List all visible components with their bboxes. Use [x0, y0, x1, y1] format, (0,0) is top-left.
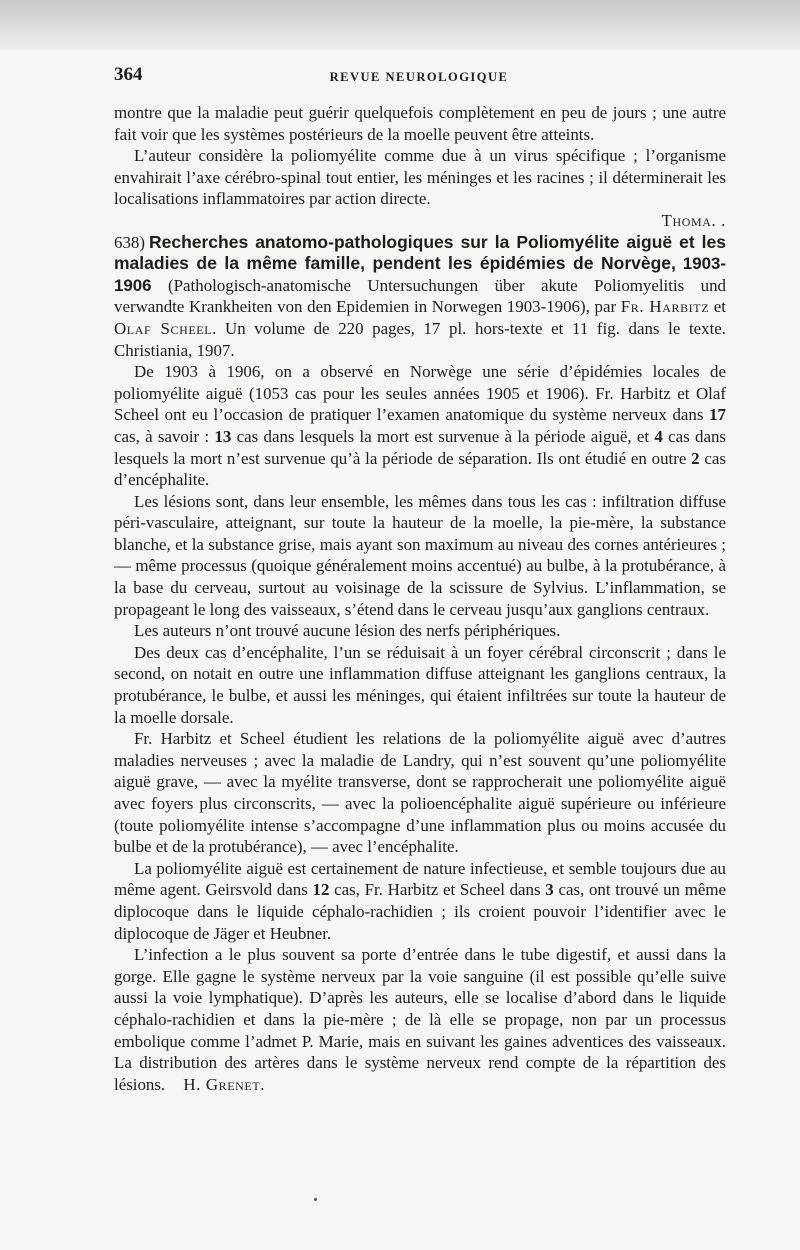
page-number: 364 [114, 64, 143, 85]
text-run: De 1903 à 1906, on a observé en Norwège une série d’épidémies locales de poliomyélite aiguë (1053 cas pour les seules années 1905 et 1906). Fr. Harbitz et Olaf Scheel ont eu l’occasion de pratiquer l’examen anatomique du système nerveux dans [114, 362, 726, 425]
review-paragraph-3: Les auteurs n’ont trouvé aucune lésion des nerfs périphériques. [134, 621, 561, 641]
continuation-paragraph-2: L’auteur considère la poliomyélite comme due à un virus spécifique ; l’organisme envahirait l’axe cérébro-spinal tout entier, les méninges et les racines ; il déterminerait les localisations inflammatoires par action directe. [114, 146, 726, 209]
text-run: La poliomyélite aiguë est certainement de nature infectieuse, et semble toujours due au même agent. Geirsvold dans [114, 858, 726, 900]
text-run: 3 [545, 880, 554, 900]
continuation-signature: Thoma. . [661, 210, 726, 230]
text-run: cas d’encéphalite. [114, 448, 726, 490]
review-citation-part: et [709, 297, 726, 317]
review-paragraph-4: Des deux cas d’encéphalite, l’un se réduisait à un foyer cérébral circonscrit ; dans le second, on notait en outre une inflammation diffuse atteignant les ganglions centraux, la protubérance, le bulbe, et aussi les méninges, qui étaient infiltrées sur toute la hauteur de la moelle dorsale. [114, 642, 726, 727]
review-heading [114, 232, 726, 362]
review-paragraph-6 [114, 858, 726, 944]
review-paragraph-1 [114, 361, 726, 491]
review-author-1: Fr. Harbitz [620, 297, 710, 317]
footer-mark [314, 1198, 317, 1201]
text-run: 13 [214, 426, 232, 446]
page-header [114, 64, 724, 88]
review-number: 638) [114, 232, 145, 252]
text-run: L’infection a le plus souvent sa porte d’entrée dans le tube digestif, et aussi dans la gorge. Elle gagne le système nerveux par la voie sanguine (il est possible qu’elle suive aussi la voie lymphatique). D’après les auteurs, elle se localise d’abord dans le liquide céphalo-rachidien et dans la pie-mère ; de là elle se propage, non par un processus embolique comme l’admet P. Marie, mais en suivant les gaines adventices des vaisseaux. La distribution des artères dans le système nerveux rend compte de la répartition des lésions. [114, 945, 726, 1094]
text-run: cas dans lesquels la mort est survenue à la période aiguë, et [231, 426, 655, 446]
continuation-paragraph-1: montre que la maladie peut guérir quelquefois complètement en peu de jours ; une autre fait voir que les systèmes postérieurs de la moelle peuvent être atteints. [114, 103, 726, 144]
text-run: cas, à savoir : [114, 426, 215, 446]
review-paragraph-7 [114, 944, 726, 1095]
running-head: REVUE NEUROLOGIQUE [329, 70, 509, 84]
review-citation-part: (Pathologisch-anatomische Untersuchungen über akute Poliomyelitis und verwandte Krankheiten von den Epidemien in Norwegen 1903-1906), par [114, 275, 726, 317]
review-signature: H. Grenet. [183, 1074, 266, 1094]
review-paragraph-5: Fr. Harbitz et Scheel étudient les relations de la poliomyélite aiguë avec d’autres maladies nerveuses ; avec la maladie de Landry, qui n’est souvent qu’une poliomyélite aiguë grave, — avec la myélite transverse, dont se rapprocherait une poliomyélite aiguë avec foyers plus circonscrits, — avec la polioencéphalite aiguë supérieure ou inférieure (toute poliomyélite intense s’accompagne d’une inflammation plus ou moins accusée du bulbe et de la protubérance), — avec l’encéphalite. [114, 729, 726, 857]
review-author-2: Olaf Scheel [114, 318, 213, 338]
review-paragraph-2: Les lésions sont, dans leur ensemble, les mêmes dans tous les cas : infiltration diffuse péri-vasculaire, atteignant, sur toute la hauteur de la moelle, la pie-mère, la substance blanche, et la substance grise, mais ayant son maximum au niveau des cornes antérieures ; — même processus (quoique généralement moins accentué) au bulbe, à la protubérance, à la base du cerveau, surtout au voisinage de la scissure de Sylvius. L’inflammation, se propageant le long des vaisseaux, s’étend dans le cerveau jusqu’aux ganglions centraux. [114, 491, 726, 619]
text-run: cas, ont trouvé un même diplocoque dans le liquide céphalo-rachidien ; ils croient pouvoir l’identifier avec le diplocoque de Jäger et Heubner. [114, 880, 726, 943]
review-citation-part: . Un volume de 220 pages, 17 pl. hors-texte et 11 fig. dans le texte. Christiania, 1907. [114, 318, 727, 360]
text-run: 12 [312, 880, 330, 900]
review-title: Recherches anatomo-pathologiques sur la Poliomyélite aiguë et les maladies de la même famille, pendent les épidémies de Norvège, [114, 231, 726, 274]
text-run: cas dans lesquels la mort n’est survenue qu’à la période de séparation. Ils ont étudié en outre [114, 426, 726, 468]
scan-shadow [0, 0, 800, 50]
page-body [114, 102, 726, 1095]
text-run: 2 [691, 448, 700, 468]
text-run: cas, Fr. Harbitz et Scheel dans [329, 880, 546, 900]
text-run: 4 [654, 426, 663, 446]
text-run: 17 [709, 405, 726, 425]
review-dates: 1903-1906 [114, 254, 726, 295]
